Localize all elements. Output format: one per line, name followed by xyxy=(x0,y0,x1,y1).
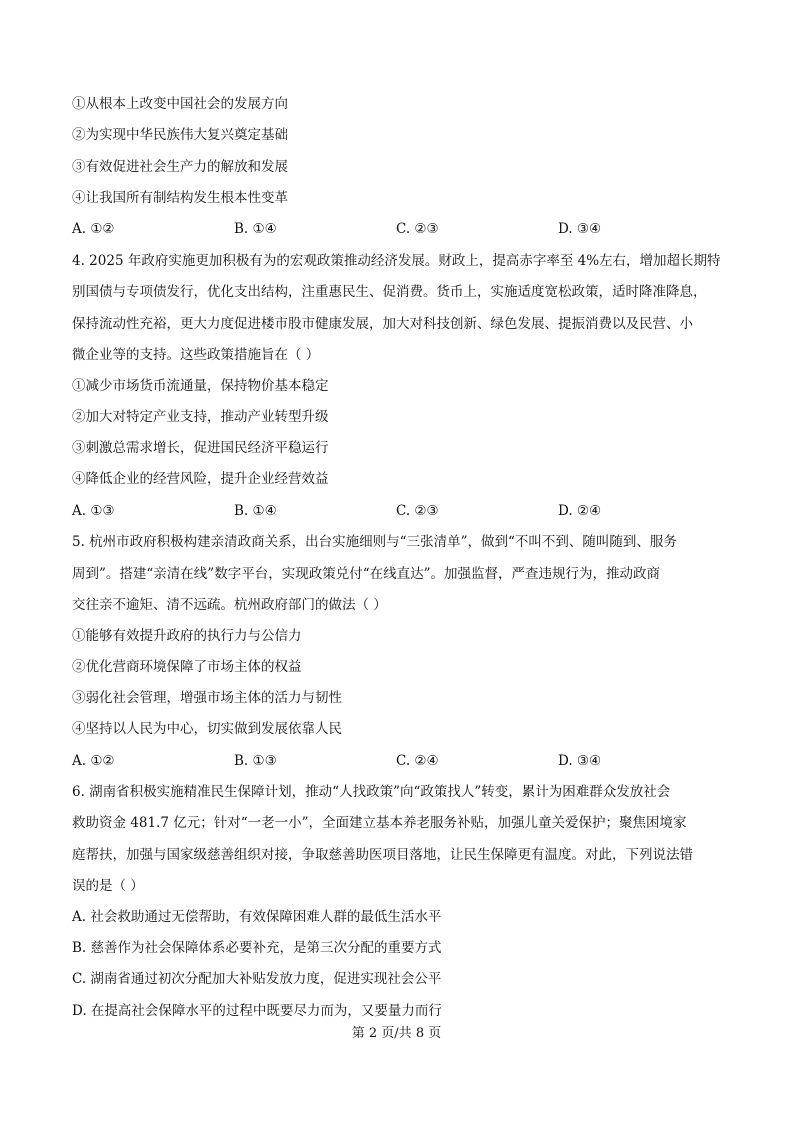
q4-option-b: B. ①④ xyxy=(234,503,277,519)
q5-item-1: ①能够有效提升政府的执行力与公信力 xyxy=(72,628,302,644)
q6-stem-line-2: 救助资金 481.7 亿元；针对“一老一小”，全面建立基本养老服务补贴，加强儿童关爱保护；聚焦困境家 xyxy=(72,815,687,831)
q6-option-d: D. 在提高社会保障水平的过程中既要尽力而为，又要量力而行 xyxy=(72,1003,442,1019)
q3-option-d: D. ③④ xyxy=(558,221,602,237)
q6-stem-line-3: 庭帮扶，加强与国家级慈善组织对接，争取慈善助医项目落地，让民生保障更有温度。对此，下列说法错 xyxy=(72,847,693,863)
q3-item-2: ②为实现中华民族伟大复兴奠定基础 xyxy=(72,127,288,143)
q5-stem-line-1: 5. 杭州市政府积极构建亲清政商关系，出台实施细则与“三张清单”，做到“不叫不到、随叫随到、服务 xyxy=(72,534,677,550)
q3-item-3: ③有效促进社会生产力的解放和发展 xyxy=(72,159,288,175)
q4-stem-line-1: 4. 2025 年政府实施更加积极有为的宏观政策推动经济发展。财政上，提高赤字率至 4%左右，增加超长期特 xyxy=(72,253,721,269)
q4-item-4: ④降低企业的经营风险，提升企业经营效益 xyxy=(72,471,329,487)
q4-item-1: ①减少市场货币流通量，保持物价基本稳定 xyxy=(72,378,329,394)
q6-option-a: A. 社会救助通过无偿帮助，有效保障困难人群的最低生活水平 xyxy=(72,909,442,925)
q6-stem-line-1: 6. 湖南省积极实施精准民生保障计划，推动“人找政策”向“政策找人”转变，累计为困难群众发放社会 xyxy=(72,784,671,800)
q5-option-a: A. ①② xyxy=(72,753,115,769)
q4-stem-line-4: 微企业等的支持。这些政策措施旨在（ ） xyxy=(72,347,320,363)
q6-option-c: C. 湖南省通过初次分配加大补贴发放力度，促进实现社会公平 xyxy=(72,971,442,987)
q4-item-2: ②加大对特定产业支持，推动产业转型升级 xyxy=(72,409,329,425)
q5-item-3: ③弱化社会管理，增强市场主体的活力与韧性 xyxy=(72,690,342,706)
q4-option-d: D. ②④ xyxy=(558,503,602,519)
q3-option-c: C. ②③ xyxy=(396,221,439,237)
q4-option-c: C. ②③ xyxy=(396,503,439,519)
q3-option-b: B. ①④ xyxy=(234,221,277,237)
q5-item-2: ②优化营商环境保障了市场主体的权益 xyxy=(72,659,302,675)
q5-option-c: C. ②④ xyxy=(396,753,439,769)
q4-item-3: ③刺激总需求增长，促进国民经济平稳运行 xyxy=(72,440,329,456)
q3-item-4: ④让我国所有制结构发生根本性变革 xyxy=(72,190,288,206)
q5-item-4: ④坚持以人民为中心，切实做到发展依靠人民 xyxy=(72,721,342,737)
q5-stem-line-2: 周到”。搭建“亲清在线”数字平台，实现政策兑付“在线直达”。加强监督，严查违规行为，推动政商 xyxy=(72,566,661,582)
page-footer: 第 2 页/共 8 页 xyxy=(351,1026,442,1041)
q6-stem-line-4: 误的是（ ） xyxy=(72,878,144,894)
q4-stem-line-3: 保持流动性充裕，更大力度促进楼市股市健康发展，加大对科技创新、绿色发展、提振消费以及民营、小 xyxy=(72,316,693,332)
q5-option-b: B. ①③ xyxy=(234,753,277,769)
q4-stem-line-2: 别国债与专项债发行，优化支出结构，注重惠民生、促消费。货币上，实施适度宽松政策，适时降准降息， xyxy=(72,284,707,300)
q3-option-a: A. ①② xyxy=(72,221,115,237)
q3-item-1: ①从根本上改变中国社会的发展方向 xyxy=(72,96,288,112)
q6-option-b: B. 慈善作为社会保障体系必要补充，是第三次分配的重要方式 xyxy=(72,940,442,956)
q5-option-d: D. ③④ xyxy=(558,753,602,769)
q4-option-a: A. ①③ xyxy=(72,503,115,519)
q5-stem-line-3: 交往亲不逾矩、清不远疏。杭州政府部门的做法（ ） xyxy=(72,597,387,613)
